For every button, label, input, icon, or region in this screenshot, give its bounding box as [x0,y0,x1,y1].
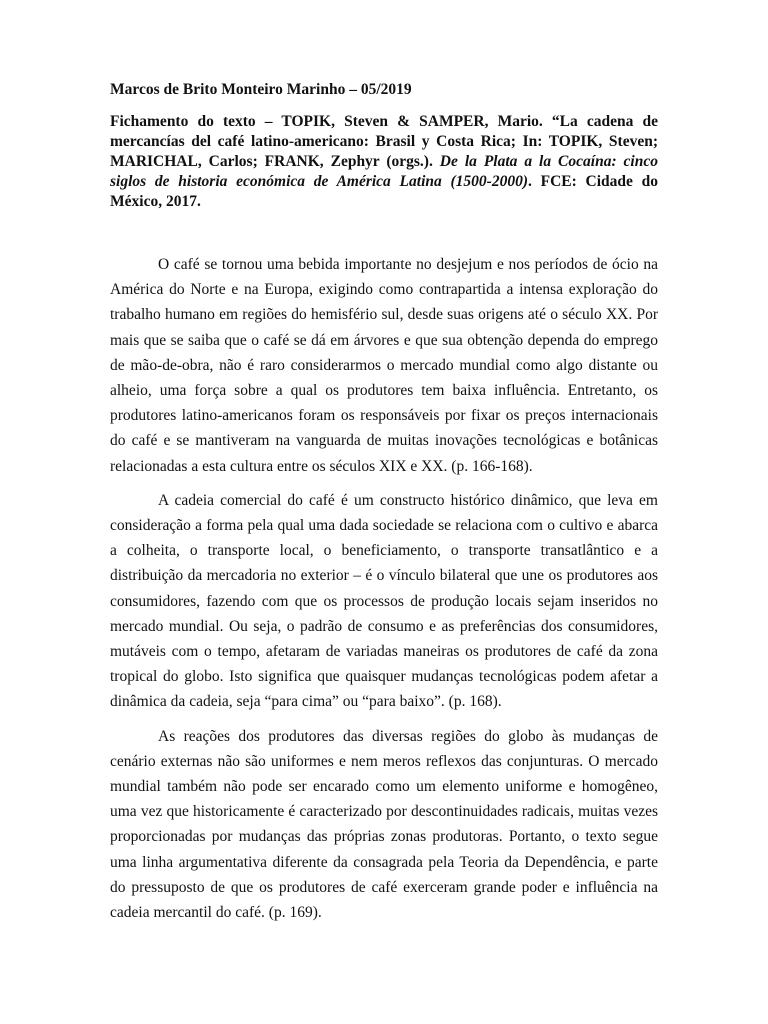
bibliographic-citation [110,112,658,212]
body-paragraph-3: As reações dos produtores das diversas regiões do globo às mudanças de cenário externas não são uniformes e nem meros reflexos das conjunturas. O mercado mundial também não pode ser encarado como um elemento uniforme e homogêneo, uma vez que historicamente é caracterizado por descontinuidades radicais, muitas vezes proporcionadas por mudanças das próprias zonas produtoras. Portanto, o texto segue uma linha argumentativa diferente da consagrada pela Teoria da Dependência, e parte do pressuposto de que os produtores de café exerceram grande poder e influência na cadeia mercantil do café. (p. 169). [110,727,658,922]
body-paragraph-2: A cadeia comercial do café é um constructo histórico dinâmico, que leva em consideração a forma pela qual uma dada sociedade se relaciona com o cultivo e abarca a colheita, o transporte local, o beneficiamento, o transporte transatlântico e a distribuição da mercadoria no exterior – é o vínculo bilateral que une os produtores aos consumidores, fazendo com que os processos de produção locais sejam inseridos no mercado mundial. Ou seja, o padrão de consumo e as preferências dos consumidores, mutáveis com o tempo, afetaram de variadas maneiras os produtores de café da zona tropical do globo. Isto significa que quaisquer mudanças tecnológicas podem afetar a dinâmica da cadeia, seja “para cima” ou “para baixo”. (p. 168). [110,491,658,711]
document-content [110,80,658,934]
citation-text-start: Fichamento do texto – TOPIK, Steven & SAMPER, Mario. “La cadena de mercancías del café latino-americano: Brasil y Costa Rica; In: TOPIK, Steven; MARICHAL, Carlos; FRANK, Zephyr (orgs.). [110,113,658,170]
citation-book-title: De la Plata a la Cocaína: cinco siglos de historia económica de América Latina (1500-2000) [110,153,658,190]
citation-text-end: . FCE: Cidade do México, 2017. [110,173,658,210]
body-paragraph-1: O café se tornou uma bebida importante no desjejum e nos períodos de ócio na América do Norte e na Europa, exigindo como contrapartida a intensa exploração do trabalho humano em regiões do hemisfério sul, desde suas origens até o século XX. Por mais que se saiba que o café se dá em árvores e que sua obtenção dependa do emprego de mão-de-obra, não é raro considerarmos o mercado mundial como algo distante ou alheio, uma força sobre a qual os produtores tem baixa influência. Entretanto, os produtores latino-americanos foram os responsáveis por fixar os preços internacionais do café e se mantiveram na vanguarda de muitas inovações tecnológicas e botânicas relacionadas a esta cultura entre os séculos XIX e XX. (p. 166-168). [110,256,658,475]
author-date-line: Marcos de Brito Monteiro Marinho – 05/2019 [110,81,412,98]
